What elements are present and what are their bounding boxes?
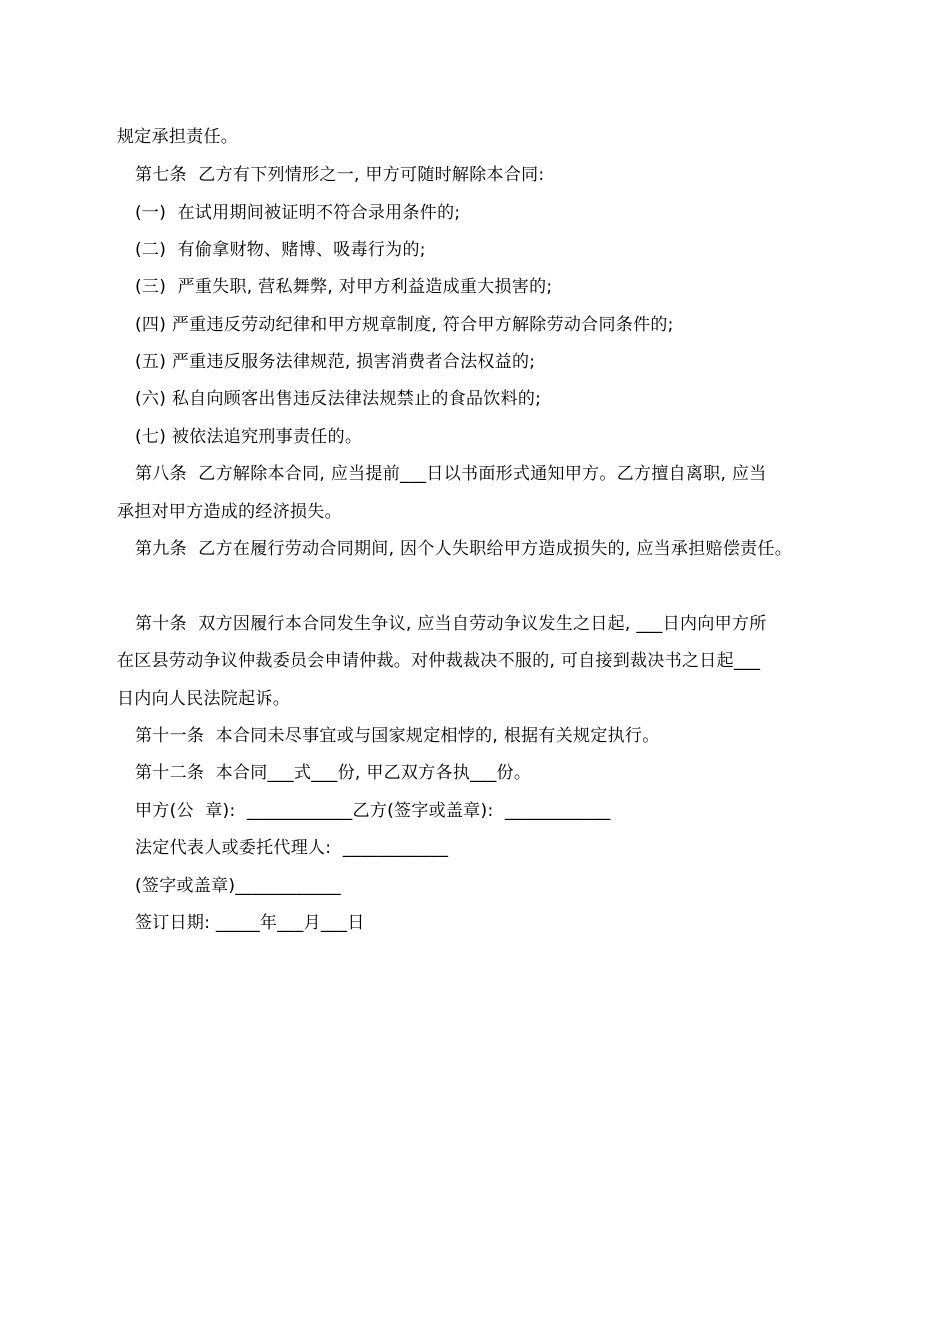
article-10-line-2: 在区县劳动争议仲裁委员会申请仲裁。对仲裁裁决不服的, 可自接到裁决书之日起___	[117, 651, 761, 671]
article-10-line-1: 第十条 双方因履行本合同发生争议, 应当自劳动争议发生之日起, ___日内向甲方所	[135, 614, 767, 634]
signature-sign-or-seal: (签字或盖章)____________	[135, 876, 341, 896]
article-7-item-5: (五) 严重违反服务法律规范, 损害消费者合法权益的;	[135, 352, 536, 372]
article-10-line-3: 日内向人民法院起诉。	[117, 689, 290, 709]
article-8-line-2: 承担对甲方造成的经济损失。	[117, 502, 342, 522]
article-7-item-3: (三) 严重失职, 营私舞弊, 对甲方利益造成重大损害的;	[135, 277, 553, 297]
article-7-item-1: (一) 在试用期间被证明不符合录用条件的;	[135, 203, 461, 223]
article-7-item-2: (二) 有偷拿财物、赌博、吸毒行为的;	[135, 240, 426, 260]
article-12: 第十二条 本合同___式___份, 甲乙双方各执___份。	[135, 763, 532, 783]
article-8-line-1: 第八条 乙方解除本合同, 应当提前___日以书面形式通知甲方。乙方擅自离职, 应当	[135, 464, 767, 484]
article-7-item-4: (四) 严重违反劳动纪律和甲方规章制度, 符合甲方解除劳动合同条件的;	[135, 315, 674, 335]
signing-date: 签订日期: _____年___月___日	[135, 913, 365, 933]
text-line-responsibility-end: 规定承担责任。	[117, 127, 239, 147]
article-9: 第九条 乙方在履行劳动合同期间, 因个人失职给甲方造成损失的, 应当承担赔偿责任。	[135, 539, 793, 559]
article-7-item-7: (七) 被依法追究刑事责任的。	[135, 427, 363, 447]
article-7-heading: 第七条 乙方有下列情形之一, 甲方可随时解除本合同:	[135, 165, 545, 185]
article-7-item-6: (六) 私自向顾客出售违反法律法规禁止的食品饮料的;	[135, 389, 542, 409]
signature-party-a-b: 甲方(公 章): ____________乙方(签字或盖章): ____________	[135, 801, 611, 821]
article-11: 第十一条 本合同未尽事宜或与国家规定相悖的, 根据有关规定执行。	[135, 726, 660, 746]
signature-legal-representative: 法定代表人或委托代理人: ____________	[135, 838, 449, 858]
